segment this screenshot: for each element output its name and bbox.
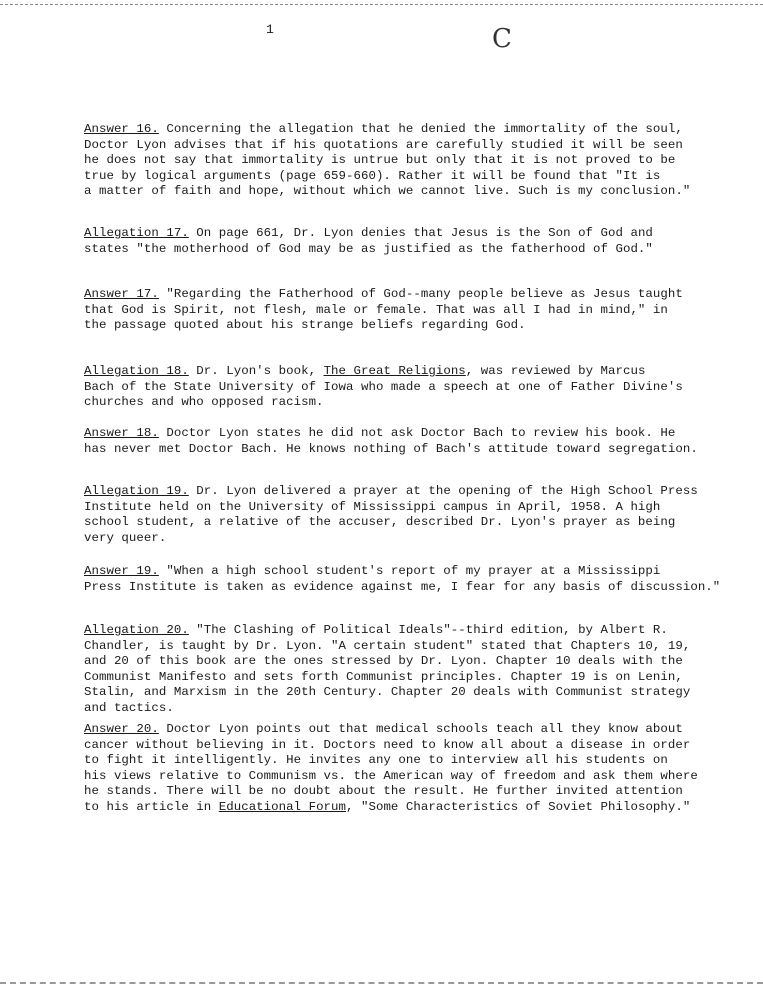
corner-mark: C <box>492 24 512 54</box>
allegation-17: Allegation 17. On page 661, Dr. Lyon denies that Jesus is the Son of God and states "the motherhood of God may be as justified as the fatherhood of God." <box>84 226 653 256</box>
answer-16-label: Answer 16. <box>84 122 159 136</box>
answer-18-label: Answer 18. <box>84 426 159 440</box>
allegation-19: Allegation 19. Dr. Lyon delivered a prayer at the opening of the High School Press Institute held on the University of Mississippi campus in April, 1958. A high school student, a relative of the accuser, described Dr. Lyon's prayer as being very queer. <box>84 484 698 545</box>
answer-19-label: Answer 19. <box>84 564 159 578</box>
page-number-mark: 1 <box>266 22 274 37</box>
answer-20-label: Answer 20. <box>84 722 159 736</box>
bottom-border <box>0 982 763 984</box>
answer-19: Answer 19. "When a high school student's report of my prayer at a Mississippi Press Institute is taken as evidence against me, I fear for any basis of discussion." <box>84 564 721 594</box>
book-title: The Great Religions <box>323 364 466 378</box>
answer-17: Answer 17. "Regarding the Fatherhood of God--many people believe as Jesus taught that God is Spirit, not flesh, male or female. That was all I had in mind," in the passage quoted about his strange beliefs regarding God. <box>84 287 683 332</box>
allegation-17-label: Allegation 17. <box>84 226 189 240</box>
answer-17-label: Answer 17. <box>84 287 159 301</box>
allegation-19-label: Allegation 19. <box>84 484 189 498</box>
top-border <box>0 4 763 5</box>
answer-16: Answer 16. Concerning the allegation that he denied the immortality of the soul, Doctor Lyon advises that if his quotations are carefully studied it will be seen he does not say that immortality is untrue but only that it is not proved to be true by logical arguments (page 659-660). Rather it will be found that "It is a matter of faith and hope, without which we cannot live. Such is my conclusion." <box>84 122 691 198</box>
allegation-20-label: Allegation 20. <box>84 623 189 637</box>
allegation-18: Allegation 18. Dr. Lyon's book, The Great Religions, was reviewed by Marcus Bach of the State University of Iowa who made a speech at one of Father Divine's churches and who opposed racism. <box>84 364 683 409</box>
allegation-20: Allegation 20. "The Clashing of Political Ideals"--third edition, by Albert R. Chandler, is taught by Dr. Lyon. "A certain student" stated that Chapters 10, 19, and 20 of this book are the ones stressed by Dr. Lyon. Chapter 10 deals with the Communist Manifesto and sets forth Communist principles. Chapter 19 is on Lenin, Stalin, and Marxism in the 20th Century. Chapter 20 deals with Communist strategy and tactics. <box>84 623 691 715</box>
answer-20: Answer 20. Doctor Lyon points out that medical schools teach all they know about cancer without believing in it. Doctors need to know all about a disease in order to fight it intelligently. He invites any one to interview all his students on his views relative to Communism vs. the American way of freedom and ask them where he stands. There will be no doubt about the result. He further invited attention to his article in Educational Forum, "Some Characteristics of Soviet Philosophy." <box>84 722 698 814</box>
answer-18: Answer 18. Doctor Lyon states he did not ask Doctor Bach to review his book. He has never met Doctor Bach. He knows nothing of Bach's attitude toward segregation. <box>84 426 698 456</box>
publication-title: Educational Forum <box>218 799 347 814</box>
allegation-18-label: Allegation 18. <box>84 364 189 378</box>
